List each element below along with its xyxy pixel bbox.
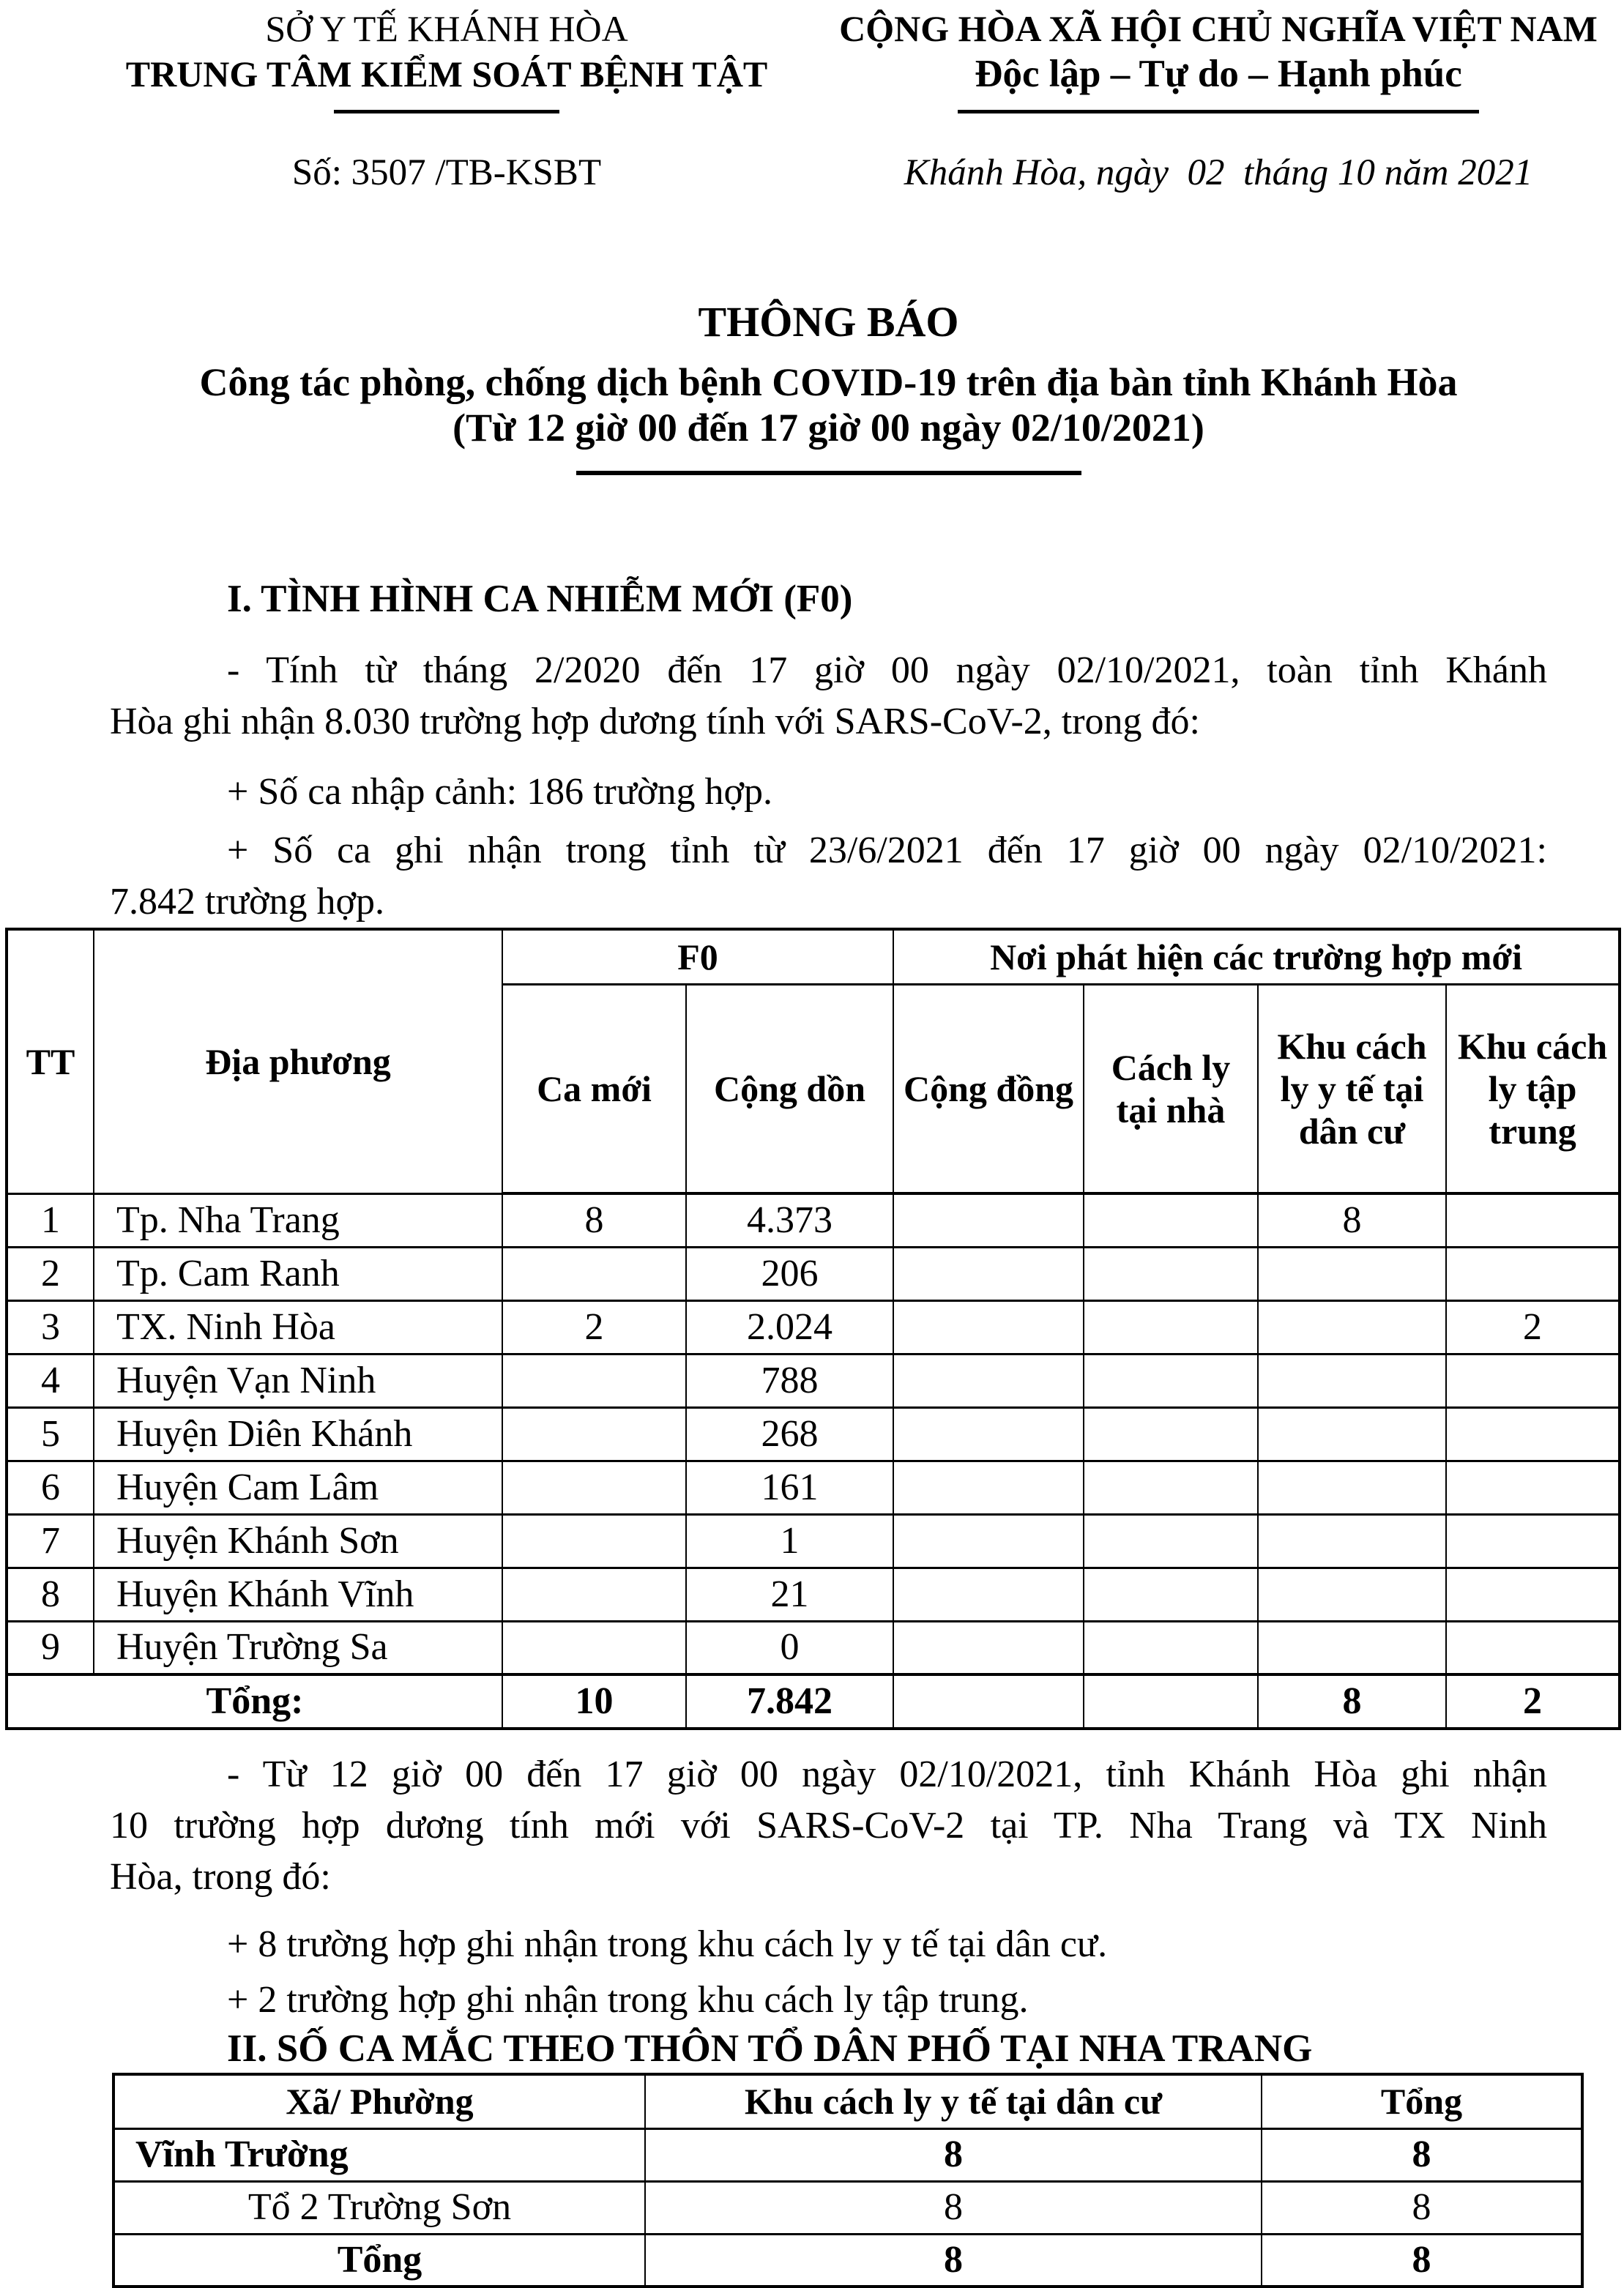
- total-label-cell: Tổng:: [7, 1674, 502, 1729]
- table-row: [7, 1407, 1620, 1461]
- tt-cell: 3: [7, 1300, 94, 1354]
- community-cell: [893, 1354, 1084, 1407]
- total-row: [7, 1674, 1620, 1729]
- community-cell: [893, 1568, 1084, 1621]
- central-quarantine-cell: [1446, 1247, 1620, 1300]
- new-cases-cell: [502, 1514, 686, 1568]
- community-cell: [893, 1514, 1084, 1568]
- cumulative-cell: 1: [686, 1514, 893, 1568]
- notice-subtitle: Công tác phòng, chống dịch bệnh COVID-19 trên địa bàn tỉnh Khánh Hòa: [199, 360, 1458, 404]
- tt-cell: 9: [7, 1621, 94, 1674]
- home-quarantine-cell: [1084, 1247, 1258, 1300]
- ward-cell: Vĩnh Trường: [113, 2128, 645, 2181]
- col-header-tt: TT: [7, 929, 94, 1193]
- community-cell: [893, 1247, 1084, 1300]
- medical-quarantine-cell: 8: [645, 2234, 1262, 2287]
- notice-title-block: [110, 298, 1547, 475]
- total-community-cell: [893, 1674, 1084, 1729]
- medical-quarantine-cell: [1258, 1514, 1446, 1568]
- community-cell: [893, 1407, 1084, 1461]
- medical-quarantine-cell: [1258, 1354, 1446, 1407]
- locality-cell: Huyện Diên Khánh: [94, 1407, 502, 1461]
- total-label-cell: Tổng: [113, 2234, 645, 2287]
- cumulative-cell: 268: [686, 1407, 893, 1461]
- org-parent-name: SỞ Y TẾ KHÁNH HÒA: [265, 8, 628, 49]
- title-underline: [576, 471, 1081, 475]
- medical-quarantine-cell: [1258, 1568, 1446, 1621]
- cumulative-cell: 4.373: [686, 1193, 893, 1247]
- paragraph-line: Hòa ghi nhận 8.030 trường hợp dương tính với SARS-CoV-2, trong đó:: [110, 701, 1201, 742]
- central-quarantine-cell: [1446, 1621, 1620, 1674]
- col-header-new-cases: Ca mới: [502, 984, 686, 1193]
- national-motto-block: [819, 6, 1618, 195]
- home-quarantine-cell: [1084, 1568, 1258, 1621]
- tt-cell: 2: [7, 1247, 94, 1300]
- community-cell: [893, 1461, 1084, 1514]
- paragraph-line: + 2 trường hợp ghi nhận trong khu cách ly tập trung.: [227, 1979, 1029, 2021]
- section1-paragraph3: [110, 825, 1547, 928]
- central-quarantine-cell: [1446, 1193, 1620, 1247]
- total-medical-quarantine-cell: 8: [1258, 1674, 1446, 1729]
- table-row: [7, 1568, 1620, 1621]
- total-cumulative-cell: 7.842: [686, 1674, 893, 1729]
- table-row: [7, 1621, 1620, 1674]
- new-cases-cell: [502, 1407, 686, 1461]
- paragraph-line: Hòa, trong đó:: [110, 1856, 331, 1898]
- central-quarantine-cell: [1446, 1407, 1620, 1461]
- cases-by-ward-table: [112, 2073, 1584, 2288]
- table-row: [7, 1461, 1620, 1514]
- central-quarantine-cell: [1446, 1568, 1620, 1621]
- medical-quarantine-cell: [1258, 1300, 1446, 1354]
- home-quarantine-cell: [1084, 1461, 1258, 1514]
- home-quarantine-cell: [1084, 1514, 1258, 1568]
- paragraph-line: 10 trường hợp dương tính mới với SARS-CoV-2 tại TP. Nha Trang và TX Ninh: [110, 1805, 1547, 1847]
- table-row: [7, 1300, 1620, 1354]
- new-cases-cell: 2: [502, 1300, 686, 1354]
- home-quarantine-cell: [1084, 1354, 1258, 1407]
- col-header-cumulative: Cộng dồn: [686, 984, 893, 1193]
- total-row: [113, 2234, 1582, 2287]
- notice-time-range: (Từ 12 giờ 00 đến 17 giờ 00 ngày 02/10/2021): [452, 406, 1204, 450]
- locality-cell: Huyện Cam Lâm: [94, 1461, 502, 1514]
- cumulative-cell: 161: [686, 1461, 893, 1514]
- locality-cell: TX. Ninh Hòa: [94, 1300, 502, 1354]
- medical-quarantine-cell: [1258, 1247, 1446, 1300]
- locality-cell: Huyện Khánh Vĩnh: [94, 1568, 502, 1621]
- total-home-quarantine-cell: [1084, 1674, 1258, 1729]
- medical-quarantine-cell: 8: [645, 2181, 1262, 2234]
- col-header-total: Tổng: [1262, 2074, 1582, 2128]
- locality-cell: Huyện Vạn Ninh: [94, 1354, 502, 1407]
- section1-paragraph5: [110, 1919, 1547, 1970]
- section1-paragraph6: [110, 1975, 1547, 2026]
- medical-quarantine-cell: 8: [645, 2128, 1262, 2181]
- central-quarantine-cell: [1446, 1461, 1620, 1514]
- table-row: [7, 1514, 1620, 1568]
- central-quarantine-cell: [1446, 1514, 1620, 1568]
- section1-paragraph2: [110, 767, 1547, 818]
- section2-heading: II. SỐ CA MẮC THEO THÔN TỔ DÂN PHỐ TẠI NHA TRANG: [227, 2027, 1313, 2070]
- new-cases-cell: [502, 1568, 686, 1621]
- paragraph-line: + Số ca nhập cảnh: 186 trường hợp.: [227, 771, 773, 813]
- document-header: [0, 6, 1624, 195]
- section1-heading: I. TÌNH HÌNH CA NHIỄM MỚI (F0): [227, 578, 853, 620]
- table-row: [7, 1354, 1620, 1407]
- table-row: [7, 1193, 1620, 1247]
- paragraph-line: - Từ 12 giờ 00 đến 17 giờ 00 ngày 02/10/2021, tỉnh Khánh Hòa ghi nhận: [227, 1754, 1547, 1795]
- locality-cell: Tp. Nha Trang: [94, 1193, 502, 1247]
- col-header-home-quarantine: Cách ly tại nhà: [1084, 984, 1258, 1193]
- issuing-org-block: [81, 6, 813, 195]
- national-motto: Độc lập – Tự do – Hạnh phúc: [975, 53, 1462, 95]
- org-name: TRUNG TÂM KIỂM SOÁT BỆNH TẬT: [125, 53, 768, 94]
- tt-cell: 5: [7, 1407, 94, 1461]
- document-number: Số: 3507 /TB-KSBT: [291, 152, 602, 193]
- paragraph-line: 7.842 trường hợp.: [110, 881, 384, 923]
- place-and-date: Khánh Hòa, ngày 02 tháng 10 năm 2021: [904, 152, 1533, 193]
- total-cell: 8: [1262, 2128, 1582, 2181]
- tt-cell: 1: [7, 1193, 94, 1247]
- col-header-central-quarantine: Khu cách ly tập trung: [1446, 984, 1620, 1193]
- tt-cell: 4: [7, 1354, 94, 1407]
- col-header-medical-quarantine-area: Khu cách ly y tế tại dân cư: [1258, 984, 1446, 1193]
- ward-cell: Tổ 2 Trường Sơn: [113, 2181, 645, 2234]
- total-cell: 8: [1262, 2234, 1582, 2287]
- motto-underline: [958, 110, 1479, 113]
- paragraph-line: - Tính từ tháng 2/2020 đến 17 giờ 00 ngày 02/10/2021, toàn tỉnh Khánh: [227, 649, 1547, 691]
- table-row: [7, 1247, 1620, 1300]
- col-group-detection-place: Nơi phát hiện các trường hợp mới: [893, 929, 1620, 984]
- new-cases-cell: [502, 1247, 686, 1300]
- locality-cell: Huyện Trường Sa: [94, 1621, 502, 1674]
- col-header-locality: Địa phương: [94, 929, 502, 1193]
- new-cases-cell: 8: [502, 1193, 686, 1247]
- medical-quarantine-cell: [1258, 1407, 1446, 1461]
- col-header-medical-quarantine-area: Khu cách ly y tế tại dân cư: [645, 2074, 1262, 2128]
- paragraph-line: + 8 trường hợp ghi nhận trong khu cách ly y tế tại dân cư.: [227, 1923, 1108, 1965]
- new-cases-cell: [502, 1461, 686, 1514]
- notice-title: THÔNG BÁO: [698, 298, 959, 346]
- col-header-community: Cộng đồng: [893, 984, 1084, 1193]
- tt-cell: 8: [7, 1568, 94, 1621]
- col-header-ward: Xã/ Phường: [113, 2074, 645, 2128]
- home-quarantine-cell: [1084, 1621, 1258, 1674]
- home-quarantine-cell: [1084, 1407, 1258, 1461]
- community-cell: [893, 1621, 1084, 1674]
- table-row: [113, 2128, 1582, 2181]
- locality-cell: Huyện Khánh Sơn: [94, 1514, 502, 1568]
- tt-cell: 7: [7, 1514, 94, 1568]
- org-underline: [334, 110, 559, 113]
- home-quarantine-cell: [1084, 1300, 1258, 1354]
- community-cell: [893, 1193, 1084, 1247]
- cumulative-cell: 0: [686, 1621, 893, 1674]
- cumulative-cell: 788: [686, 1354, 893, 1407]
- community-cell: [893, 1300, 1084, 1354]
- medical-quarantine-cell: [1258, 1621, 1446, 1674]
- table-row: [113, 2181, 1582, 2234]
- central-quarantine-cell: 2: [1446, 1300, 1620, 1354]
- total-central-quarantine-cell: 2: [1446, 1674, 1620, 1729]
- new-cases-cell: [502, 1621, 686, 1674]
- central-quarantine-cell: [1446, 1354, 1620, 1407]
- locality-cell: Tp. Cam Ranh: [94, 1247, 502, 1300]
- paragraph-line: + Số ca ghi nhận trong tỉnh từ 23/6/2021 đến 17 giờ 00 ngày 02/10/2021:: [227, 830, 1547, 871]
- national-title: CỘNG HÒA XÃ HỘI CHỦ NGHĨA VIỆT NAM: [839, 8, 1598, 49]
- total-new-cases-cell: 10: [502, 1674, 686, 1729]
- col-group-f0: F0: [502, 929, 893, 984]
- cumulative-cell: 206: [686, 1247, 893, 1300]
- total-cell: 8: [1262, 2181, 1582, 2234]
- cumulative-cell: 2.024: [686, 1300, 893, 1354]
- medical-quarantine-cell: [1258, 1461, 1446, 1514]
- tt-cell: 6: [7, 1461, 94, 1514]
- section1-paragraph4: [110, 1749, 1547, 1903]
- cases-by-locality-table: [5, 928, 1621, 1730]
- new-cases-cell: [502, 1354, 686, 1407]
- medical-quarantine-cell: 8: [1258, 1193, 1446, 1247]
- cumulative-cell: 21: [686, 1568, 893, 1621]
- home-quarantine-cell: [1084, 1193, 1258, 1247]
- section1-paragraph1: [110, 645, 1547, 748]
